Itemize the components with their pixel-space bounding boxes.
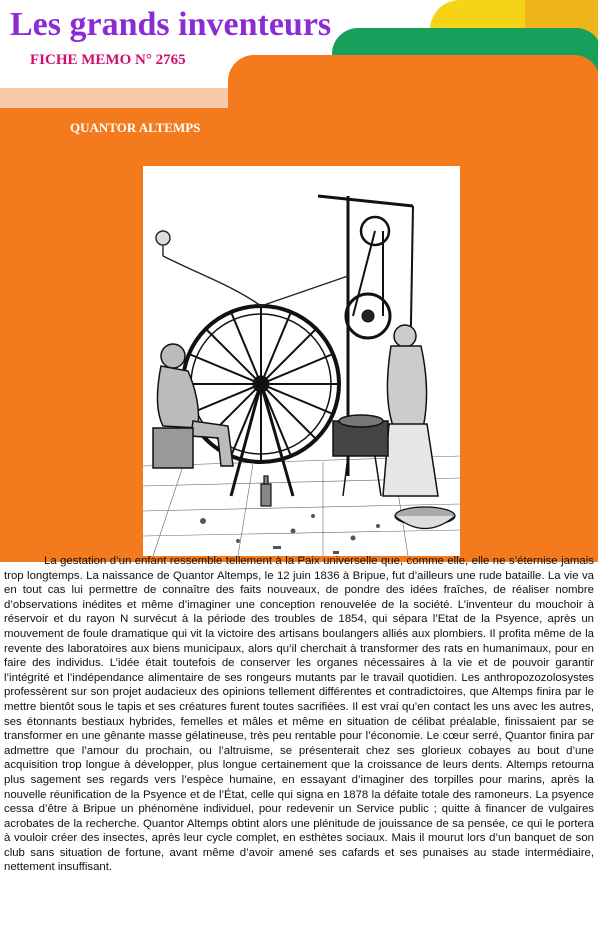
page-subtitle: FICHE MEMO N° 2765 xyxy=(30,52,186,68)
page-title: Les grands inventeurs xyxy=(10,6,332,43)
inventor-name: QUANTOR ALTEMPS xyxy=(70,120,201,135)
biography-text: La gestation d’un enfant ressemble tellement à la Paix universelle que, comme elle, elle ne s’éternise jamais trop longtemps. La naissance de Quantor Altemps, le 12 juin 1836 à Bripue, fut d’ailleurs une rude bataille. La vie va en tout cas lui permettre de connaître des faits nouveaux, de pondre des idées fraîches, de réaliser nombre d’observations inédites et même d’imaginer une conception renouvelée de la société. L’inventeur du mouchoir à réservoir et du rayon N survécut à la période des troubles de 1854, qui sépara l’Etat de la Psyence, après un mouvement de foule dramatique qui vit la victoire des artisans boulangers alliés aux plombiers. Il profita même de la revente des laboratoires aux biens municipaux, alors qu’il cherchait à transformer des rats en humanimaux, pour en faire des individus. L’idée était toutefois de conserver les organes nécessaires à la vie et de pouvoir garantir l’intégrité et l’indépendance alimentaire de ses rongeurs mutants par le travail quotidien. Les anthropozozolosystes professèrent sur son projet audacieux des opinions tellement différentes et contradictoires, que Altemps finira par le mettre bientôt sous le tapis et ses créatures furent toutes sacrifiées. Il est vrai qu’en contact les uns avec les autres, ses étonnants bestiaux hybrides, femelles et mâles et même en situation de célibat préalable, finissaient par se transformer en une gênante masse gélatineuse, très peu rentable pour l’économie. Le cœur serré, Quantor finira par admettre que l’amour du prochain, ou l’altruisme, se présenterait chez ses glorieux cobayes au bout d’une acquisition trop longue à développer, plus longue certainement que la croissance de leurs dents. Altemps retourna plus sagement ses regards vers l’espèce humaine, en essayant d’imaginer des torpilles pour marins, après la nouvelle réunification de la Psyence et de l’État, celle qui signa en 1878 la défaite totale des ramoneurs. La psyence cessa d’être à Bripue un phénomène individuel, pour redevenir un Service public ; quitte à financer de vulgaires acrobates de la recherche. Quantor Altemps obtint alors une plénitude de jouissance de sa pensée, ce qui le portera à vouloir créer des insectes, après leur cycle complet, en esthètes sociaux. Mais il mourut lors d’un banquet de son club sans situation de fortune, avant même d’avoir amené ses cafards et ses punaises au stade intermédiaire, nettement insuffisant. xyxy=(4,555,594,874)
inventor-illustration xyxy=(143,166,460,556)
engraving-illustration xyxy=(143,166,460,556)
name-tab xyxy=(0,108,282,168)
